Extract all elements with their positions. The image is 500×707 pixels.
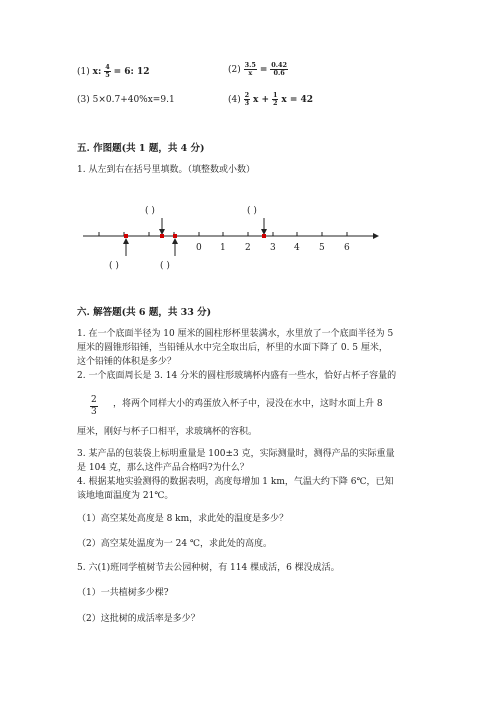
equation-1 bbox=[77, 64, 150, 79]
fraction: $\frac{4}{5}$ bbox=[105, 63, 110, 79]
question-2-line: 厘米，刚好与杯子口相平，求玻璃杯的容积。 bbox=[77, 427, 258, 437]
point-marker bbox=[160, 234, 164, 238]
equation-text: x = 42 bbox=[281, 95, 314, 105]
question-2-line: 2. 一个底面周长是 3. 14 分米的圆柱形玻璃杯内盛有一些水，恰好占杯子容量的 bbox=[77, 371, 397, 381]
arrow-head bbox=[123, 238, 129, 244]
question-3-line: 3. 某产品的包装袋上标明重量是 100±3 克，实际测量时，测得产品的实际重量 bbox=[77, 449, 395, 459]
equation-number: (4) bbox=[228, 95, 241, 105]
question-2-fraction: $\frac{2}{3}$ bbox=[91, 395, 97, 417]
number-line-figure bbox=[75, 198, 385, 278]
tick-label: 2 bbox=[245, 243, 251, 253]
question-4-line: 4. 根据某地实验测得的数据表明，高度每增加 1 km，气温大约下降 6℃，已知 bbox=[77, 477, 394, 487]
blank-paren: ( ) bbox=[109, 261, 119, 271]
question-5-sub-2: （2）这批树的成活率是多少？ bbox=[77, 614, 200, 624]
fraction: $\frac{1}{2}$ bbox=[272, 91, 278, 107]
question-5-sub-1: （1）一共植树多少棵? bbox=[77, 588, 169, 598]
tick-label: 3 bbox=[270, 243, 276, 253]
equation-number: (2) bbox=[228, 65, 241, 75]
point-marker bbox=[173, 234, 177, 238]
fraction: $\frac{0.42}{0.6}$ bbox=[271, 61, 288, 77]
fraction: $\frac{2}{3}$ bbox=[244, 91, 250, 107]
tick-label: 0 bbox=[196, 243, 202, 253]
question-2-line: ，将两个同样大小的鸡蛋放入杯子中，浸没在水中，这时水面上升 8 bbox=[113, 399, 383, 409]
section-6-title: 六. 解答题(共 6 题，共 33 分) bbox=[77, 307, 212, 318]
fraction: $\frac{3.5}{x}$ bbox=[244, 61, 256, 77]
equation-text: x: bbox=[92, 67, 102, 77]
question-3-line: 是 104 克，那么这件产品合格吗?为什么？ bbox=[77, 463, 249, 473]
point-marker bbox=[124, 234, 128, 238]
equation-number: (1) bbox=[77, 67, 90, 77]
equation-4 bbox=[228, 92, 313, 107]
tick-label: 1 bbox=[220, 243, 226, 253]
tick-label: 5 bbox=[319, 243, 325, 253]
blank-paren: ( ) bbox=[160, 261, 170, 271]
question-5-line: 5. 六(1)班同学植树节去公园种树，有 114 棵成活，6 棵没成活。 bbox=[77, 563, 340, 573]
question-1-line: 这个铅锤的体积是多少？ bbox=[77, 357, 177, 367]
equation-text: = 6: 12 bbox=[113, 67, 150, 77]
point-marker bbox=[262, 234, 266, 238]
equation-2 bbox=[228, 62, 288, 77]
question-4-sub-2: （2）高空某处温度为一 24 ℃，求此处的高度。 bbox=[77, 539, 272, 549]
axis-arrow-icon bbox=[373, 233, 379, 239]
blank-paren: ( ) bbox=[247, 206, 257, 216]
tick-label: 4 bbox=[294, 243, 300, 253]
tick-label: 6 bbox=[344, 243, 350, 253]
arrow-head bbox=[172, 238, 178, 244]
question-1-line: 厘米的圆锥形铅锤，当铅锤从水中完全取出后，杯里的水面下降了 0. 5 厘米， bbox=[77, 343, 388, 353]
blank-paren: ( ) bbox=[145, 206, 155, 216]
equation-text: x + bbox=[253, 95, 270, 105]
section-5-title: 五. 作图题(共 1 题，共 4 分) bbox=[77, 143, 205, 154]
equation-text: = bbox=[259, 65, 268, 75]
tick-marks bbox=[99, 232, 347, 236]
question-1-line: 1. 在一个底面半径为 10 厘米的圆柱形杯里装满水，水里放了一个底面半径为 5 bbox=[77, 329, 394, 339]
question-4-sub-1: （1）高空某处高度是 8 km，求此处的温度是多少？ bbox=[77, 514, 289, 524]
question-4-line: 该地地面温度为 21℃。 bbox=[77, 491, 174, 501]
section-5-question-1: 1. 从左到右在括号里填数。（填整数或小数） bbox=[77, 165, 255, 175]
equation-3: (3) 5×0.7+40%x=9.1 bbox=[77, 95, 175, 105]
